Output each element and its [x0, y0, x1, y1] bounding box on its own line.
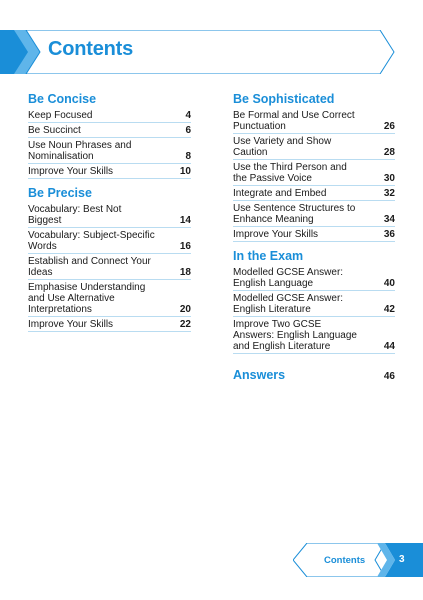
entry-title: Establish and Connect Your Ideas	[28, 256, 151, 278]
toc-entry[interactable]	[28, 123, 191, 138]
toc-entry[interactable]	[233, 108, 395, 134]
entry-title: Vocabulary: Best Not Biggest	[28, 204, 122, 226]
page-title: Contents	[48, 38, 134, 60]
toc-right-column	[233, 92, 395, 382]
answers-page: 46	[383, 371, 395, 382]
entry-page: 6	[185, 125, 191, 136]
entry-page: 14	[179, 215, 191, 226]
entry-page: 44	[383, 341, 395, 352]
toc-entry[interactable]	[28, 254, 191, 280]
entry-title: Emphasise Understanding and Use Alternative Interpretations	[28, 282, 146, 315]
section-title: Be Concise	[28, 92, 97, 106]
entry-title: Modelled GCSE Answer: English Language	[233, 267, 344, 289]
entry-title: Use Noun Phrases and Nominalisation	[28, 140, 132, 162]
toc-entry[interactable]	[28, 228, 191, 254]
entry-page: 36	[383, 229, 395, 240]
section-title: Be Precise	[28, 186, 92, 200]
toc-answers-entry[interactable]	[233, 368, 395, 382]
toc-entry[interactable]	[28, 164, 191, 179]
entry-title: Modelled GCSE Answer: English Literature	[233, 293, 344, 315]
toc-entry[interactable]	[233, 160, 395, 186]
answers-title: Answers	[233, 368, 286, 382]
section-title: In the Exam	[233, 249, 304, 263]
footer-label: Contents	[324, 555, 366, 566]
toc-entry[interactable]	[28, 317, 191, 332]
entry-page: 8	[185, 151, 191, 162]
toc-section	[233, 92, 395, 242]
entry-page: 20	[179, 304, 191, 315]
entry-page: 18	[179, 267, 191, 278]
entry-title: Integrate and Embed	[233, 188, 327, 199]
entry-title: Improve Two GCSE Answers: English Language and English Literature	[233, 319, 357, 352]
entry-page: 4	[185, 110, 191, 121]
toc-section	[233, 249, 395, 354]
entry-title: Be Formal and Use Correct Punctuation	[233, 110, 355, 132]
entry-page: 26	[383, 121, 395, 132]
page-number: 3	[399, 554, 405, 565]
entry-title: Use the Third Person and the Passive Voice	[233, 162, 347, 184]
toc-entry[interactable]	[28, 108, 191, 123]
entry-title: Use Variety and Show Caution	[233, 136, 332, 158]
entry-title: Improve Your Skills	[28, 166, 114, 177]
entry-page: 22	[179, 319, 191, 330]
toc-entry[interactable]	[28, 138, 191, 164]
entry-page: 28	[383, 147, 395, 158]
entry-page: 32	[383, 188, 395, 199]
toc-left-column	[28, 92, 191, 332]
toc-section	[28, 186, 191, 332]
entry-page: 40	[383, 278, 395, 289]
toc-entry[interactable]	[28, 202, 191, 228]
entry-page: 16	[179, 241, 191, 252]
footer-tab	[293, 543, 423, 577]
entry-title: Be Succinct	[28, 125, 81, 136]
entry-title: Keep Focused	[28, 110, 93, 121]
entry-title: Improve Your Skills	[233, 229, 319, 240]
section-title: Be Sophisticated	[233, 92, 335, 106]
entry-page: 10	[179, 166, 191, 177]
toc-entry[interactable]	[233, 291, 395, 317]
entry-title: Vocabulary: Subject-Specific Words	[28, 230, 155, 252]
toc-entry[interactable]	[233, 227, 395, 242]
toc-entry[interactable]	[233, 134, 395, 160]
toc-entry[interactable]	[28, 280, 191, 317]
header-banner	[0, 30, 423, 74]
entry-page: 34	[383, 214, 395, 225]
entry-page: 42	[383, 304, 395, 315]
entry-page: 30	[383, 173, 395, 184]
toc-entry[interactable]	[233, 317, 395, 354]
toc-section	[28, 92, 191, 179]
toc-entry[interactable]	[233, 186, 395, 201]
entry-title: Improve Your Skills	[28, 319, 114, 330]
toc-entry[interactable]	[233, 265, 395, 291]
entry-title: Use Sentence Structures to Enhance Meaning	[233, 203, 356, 225]
toc-entry[interactable]	[233, 201, 395, 227]
